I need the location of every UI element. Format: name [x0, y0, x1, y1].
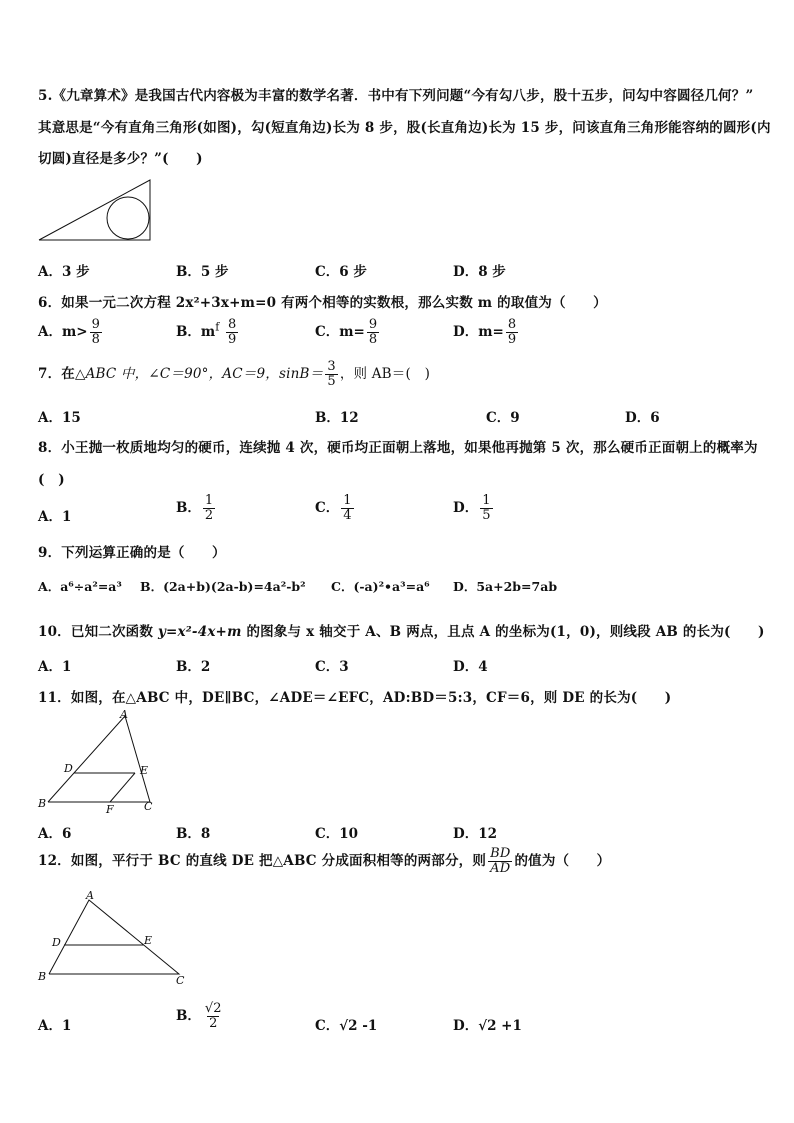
- q11-option-c[interactable]: C．10: [315, 826, 359, 842]
- q11-label-c: C: [144, 800, 153, 813]
- q12-stem: 12．如图，平行于 BC 的直线 DE 把△ABC 分成面积相等的两部分，则 $\frac{BD}{AD}$ 的值为（ ）: [38, 846, 611, 876]
- q5-triangle-figure: [36, 178, 156, 244]
- q7-fraction: $\frac{3}{5}$: [327, 359, 336, 389]
- q10-option-c[interactable]: C．3: [315, 659, 349, 675]
- q11-option-a[interactable]: A．6: [38, 826, 72, 842]
- q12-label-c: C: [176, 974, 185, 987]
- q12-option-a[interactable]: A．1: [38, 1018, 72, 1034]
- q8-d-fraction: $\frac{1}{5}$: [482, 493, 491, 523]
- q5-option-b[interactable]: B．5 步: [176, 264, 229, 280]
- q12-b-fraction: $\frac{√2}{2}$: [204, 1001, 222, 1031]
- q10-option-a[interactable]: A．1: [38, 659, 72, 675]
- q8-option-c[interactable]: C． $\frac{1}{4}$: [315, 493, 352, 523]
- q5-option-a[interactable]: A．3 步: [38, 264, 90, 280]
- q11-label-e: E: [140, 764, 149, 777]
- q6-d-fraction: $\frac{8}{9}$: [507, 317, 517, 347]
- q6-a-prefix: A．m>: [38, 324, 88, 340]
- q11-option-d[interactable]: D．12: [453, 826, 497, 842]
- q12-option-d[interactable]: D．√2 +1: [453, 1018, 522, 1034]
- q8-option-b[interactable]: B． $\frac{1}{2}$: [176, 493, 214, 523]
- q12-fraction: $\frac{BD}{AD}$: [490, 846, 511, 876]
- q11-stem: 11．如图，在△ABC 中，DE∥BC，∠ADE＝∠EFC，AD:BD＝5:3，CF＝6，则 DE 的长为( ): [38, 690, 672, 706]
- q10-stem: 10．已知二次函数 y=x²-4x+m 的图象与 x 轴交于 A、B 两点，且点 A 的坐标为(1，0)，则线段 AB 的长为( ): [38, 624, 765, 640]
- q6-a-fraction: $\frac{9}{8}$: [91, 317, 100, 347]
- q8-b-fraction: $\frac{1}{2}$: [204, 493, 214, 523]
- q12-label-a: A: [86, 889, 94, 902]
- q5-option-d[interactable]: D．8 步: [453, 264, 506, 280]
- q9-option-a[interactable]: A．a⁶÷a²=a³: [38, 579, 122, 594]
- q9-option-c[interactable]: C．(-a)²•a³=a⁶: [331, 579, 430, 594]
- q8-c-fraction: $\frac{1}{4}$: [343, 493, 352, 523]
- q8-line1: 8．小王抛一枚质地均匀的硬币，连续抛 4 次，硬币均正面朝上落地，如果他再抛第 5 次，那么硬币正面朝上的概率为: [38, 440, 758, 456]
- q8-line2: ( ): [38, 472, 65, 488]
- q6-option-b[interactable]: [176, 318, 240, 347]
- q7-option-a[interactable]: A．15: [38, 410, 81, 426]
- q10-option-b[interactable]: B．2: [176, 659, 211, 675]
- q11-label-a: A: [120, 708, 128, 721]
- q12-label-d: D: [52, 936, 61, 949]
- q8-option-d[interactable]: D． $\frac{1}{5}$: [453, 493, 491, 523]
- q12-label-e: E: [144, 934, 153, 947]
- q7-stem: 7．在△ABC 中，∠C＝90°，AC＝9，sinB＝ $\frac{3}{5}$ ，则 AB＝( ): [38, 359, 431, 389]
- q8-option-a[interactable]: A．1: [38, 509, 72, 525]
- q12-triangle-figure: [34, 888, 194, 988]
- q11-triangle-figure: [34, 706, 164, 818]
- q6-b-symbol: f: [215, 320, 220, 334]
- q5-option-c[interactable]: C．6 步: [315, 264, 367, 280]
- q11-label-f: F: [106, 803, 114, 816]
- q6-b-fraction: $\frac{8}{9}$: [227, 317, 237, 347]
- q6-option-a[interactable]: [38, 318, 104, 347]
- q11-label-d: D: [64, 762, 73, 775]
- q12-label-b: B: [38, 970, 47, 983]
- q5-line2: 其意思是“今有直角三角形(如图)，勾(短直角边)长为 8 步，股(长直角边)长为 15 步，问该直角三角形能容纳的圆形(内: [38, 120, 771, 136]
- q7-option-b[interactable]: B．12: [315, 410, 359, 426]
- q11-option-b[interactable]: B．8: [176, 826, 211, 842]
- q6-option-d[interactable]: [453, 318, 520, 347]
- q10-option-d[interactable]: D．4: [453, 659, 488, 675]
- q11-label-b: B: [38, 797, 47, 810]
- q9-option-b[interactable]: B．(2a+b)(2a-b)=4a²-b²: [140, 579, 306, 594]
- q5-line3: 切圆)直径是多少？”( ): [38, 151, 203, 167]
- q9-stem: 9．下列运算正确的是（ ）: [38, 545, 226, 561]
- q7-option-c[interactable]: C．9: [486, 410, 520, 426]
- q6-stem: 6．如果一元二次方程 2x²+3x+m=0 有两个相等的实数根，那么实数 m 的取值为（ ）: [38, 295, 607, 311]
- q6-d-prefix: D．m=: [453, 324, 504, 340]
- q9-option-d[interactable]: D．5a+2b=7ab: [453, 579, 558, 594]
- q5-line1: 5.《九章算术》是我国古代内容极为丰富的数学名著．书中有下列问题“今有勾八步，股十五步，问勾中容圆径几何？”: [38, 88, 754, 104]
- q7-option-d[interactable]: D．6: [625, 410, 660, 426]
- q6-c-prefix: C．m=: [315, 324, 365, 340]
- q6-c-fraction: $\frac{9}{8}$: [368, 317, 378, 347]
- q12-option-c[interactable]: C．√2 -1: [315, 1018, 378, 1034]
- q6-option-c[interactable]: [315, 318, 381, 347]
- q12-option-b[interactable]: B． $\frac{√2}{2}$: [176, 1001, 222, 1031]
- q6-b-prefix: B．m: [176, 324, 216, 340]
